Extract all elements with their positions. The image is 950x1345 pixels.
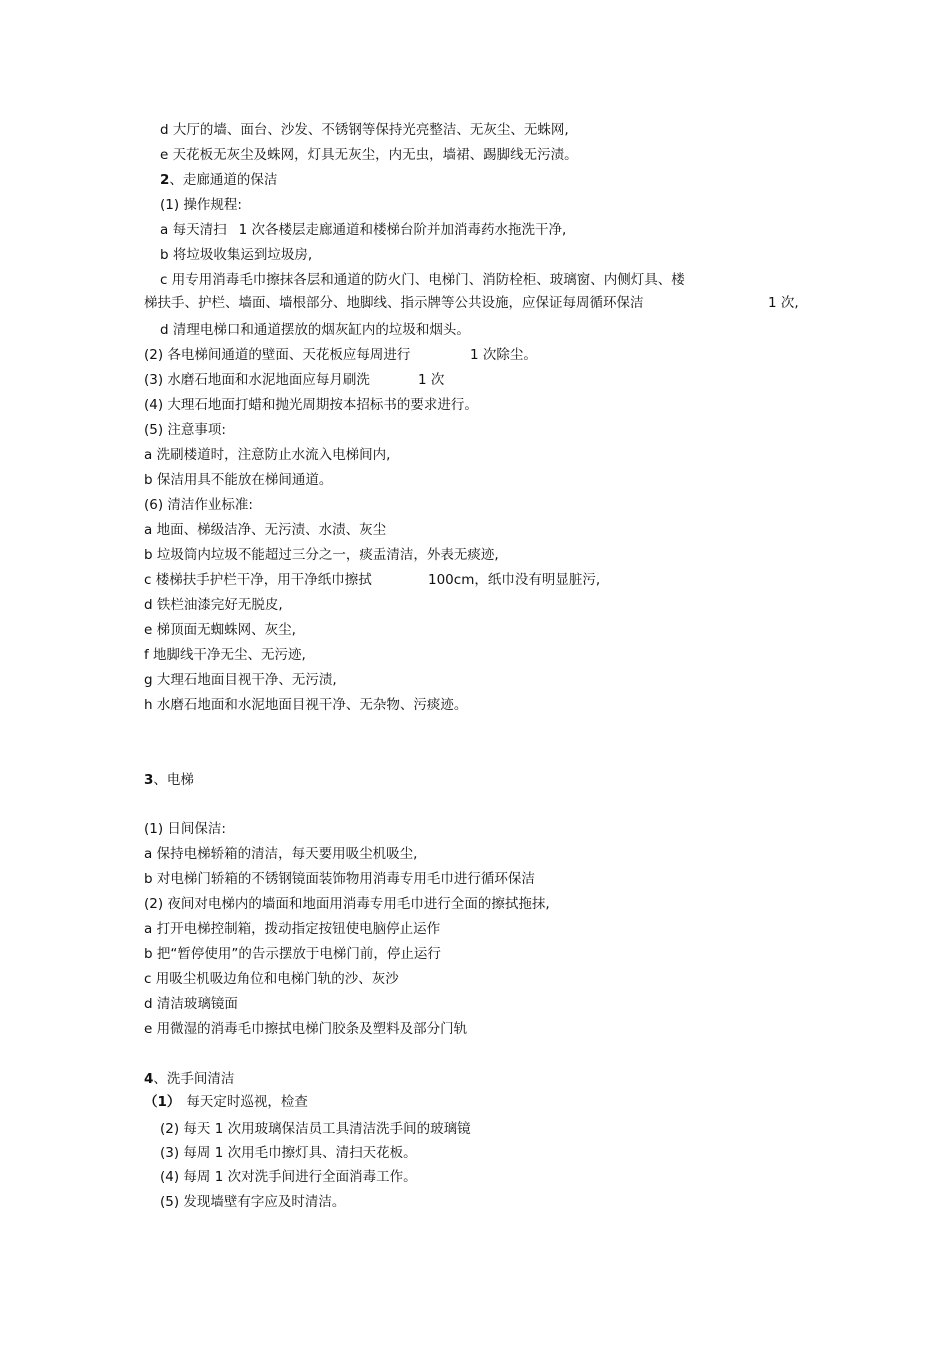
line-text: c 楼梯扶手护栏干净，用干净纸巾擦拭	[144, 572, 372, 588]
text-line	[144, 371, 370, 389]
section-title: 、走廊通道的保洁	[169, 172, 278, 188]
line-text: b 对电梯门轿箱的不锈钢镜面装饰物用消毒专用毛巾进行循环保洁	[144, 871, 535, 887]
text-line	[144, 945, 441, 963]
text-line	[144, 920, 440, 938]
line-text: (2) 每天 1 次用玻璃保洁员工具清洁洗手间的玻璃镜	[160, 1121, 471, 1137]
text-line	[160, 271, 685, 289]
text-line	[418, 371, 444, 389]
line-text: d 铁栏油漆完好无脱皮,	[144, 597, 283, 613]
line-text: (3) 每周 1 次用毛巾擦灯具、清扫天花板。	[160, 1145, 417, 1161]
text-line	[144, 895, 550, 913]
line-text: e 梯顶面无蜘蛛网、灰尘,	[144, 622, 296, 638]
text-line	[144, 471, 332, 489]
text-line	[768, 294, 799, 312]
text-line	[160, 246, 312, 264]
text-line	[470, 346, 537, 364]
text-line	[144, 421, 226, 439]
item-number: （1）	[144, 1094, 181, 1110]
section-title: 、洗手间清洁	[153, 1071, 235, 1087]
line-text: (5) 发现墙壁有字应及时清洁。	[160, 1194, 346, 1210]
line-text: a 打开电梯控制箱，拨动指定按钮使电脑停止运作	[144, 921, 441, 937]
line-text: 1 次	[418, 372, 445, 388]
text-line	[160, 321, 470, 339]
line-text: 1 次,	[768, 295, 799, 311]
text-line	[144, 1093, 308, 1111]
text-line	[144, 496, 253, 514]
text-line	[144, 521, 386, 539]
line-text: b 把“暂停使用”的告示摆放于电梯门前，停止运行	[144, 946, 441, 962]
text-line	[160, 1144, 417, 1162]
section-number: 2	[160, 172, 170, 188]
text-line	[144, 870, 535, 888]
section-heading	[144, 771, 194, 789]
section-heading	[160, 171, 277, 189]
line-text: (2) 夜间对电梯内的墙面和地面用消毒专用毛巾进行全面的擦拭拖抹,	[144, 896, 550, 912]
line-text: (6) 清洁作业标准:	[144, 497, 253, 513]
text-line	[160, 121, 569, 139]
text-line	[144, 294, 644, 312]
text-line	[144, 970, 399, 988]
line-text: c 用专用消毒毛巾擦抹各层和通道的防火门、电梯门、消防栓柜、玻璃窗、内侧灯具、楼	[160, 272, 685, 288]
line-text: (3) 水磨石地面和水泥地面应每月刷洗	[144, 372, 370, 388]
section-title: 、电梯	[153, 772, 194, 788]
line-text: 1 次各楼层走廊通道和楼梯台阶并加消毒药水拖洗干净,	[238, 222, 567, 238]
line-text: b 将垃圾收集运到垃圾房,	[160, 247, 313, 263]
line-text: e 天花板无灰尘及蛛网，灯具无灰尘，内无虫，墙裙、踢脚线无污渍。	[160, 147, 578, 163]
text-line	[144, 995, 238, 1013]
line-text: (2) 各电梯间通道的壁面、天花板应每周进行	[144, 347, 411, 363]
line-text: b 垃圾筒内垃圾不能超过三分之一，痰盂清洁，外表无痰迹,	[144, 547, 499, 563]
line-text: (1) 操作规程:	[160, 197, 242, 213]
line-text: (1) 日间保洁:	[144, 821, 226, 837]
section-number: 4	[144, 1071, 154, 1087]
section-number: 3	[144, 772, 154, 788]
line-text: d 大厅的墙、面台、沙发、不锈钢等保持光亮整洁、无灰尘、无蛛网,	[160, 122, 569, 138]
text-line	[160, 1193, 345, 1211]
text-line	[144, 396, 478, 414]
section-heading	[144, 1070, 234, 1088]
line-text: 1 次除尘。	[470, 347, 537, 363]
line-text: d 清洁玻璃镜面	[144, 996, 238, 1012]
line-text: c 用吸尘机吸边角位和电梯门轨的沙、灰沙	[144, 971, 399, 987]
line-text: d 清理电梯口和通道摆放的烟灰缸内的垃圾和烟头。	[160, 322, 470, 338]
text-line	[160, 1168, 417, 1186]
line-text: (4) 每周 1 次对洗手间进行全面消毒工作。	[160, 1169, 417, 1185]
text-line	[160, 196, 242, 214]
text-line	[144, 446, 390, 464]
text-line	[144, 346, 410, 364]
text-line	[144, 596, 283, 614]
line-text: a 保持电梯轿箱的清洁，每天要用吸尘机吸尘,	[144, 846, 418, 862]
text-line	[144, 546, 499, 564]
line-text: 梯扶手、护栏、墙面、墙根部分、地脚线、指示牌等公共设施，应保证每周循环保洁	[144, 295, 644, 311]
text-line	[144, 696, 467, 714]
line-text: g 大理石地面目视干净、无污渍,	[144, 672, 337, 688]
line-text: a 每天清扫	[160, 222, 227, 238]
text-line	[428, 571, 600, 589]
text-line	[144, 1020, 467, 1038]
line-text: e 用微湿的消毒毛巾擦拭电梯门胶条及塑料及部分门轨	[144, 1021, 468, 1037]
text-line	[144, 621, 296, 639]
text-line	[160, 146, 578, 164]
text-line	[144, 571, 372, 589]
line-text: a 洗刷楼道时，注意防止水流入电梯间内,	[144, 447, 391, 463]
text-line	[160, 221, 566, 239]
line-text: (5) 注意事项:	[144, 422, 226, 438]
line-text: f 地脚线干净无尘、无污迹,	[144, 647, 306, 663]
text-line	[144, 820, 226, 838]
line-text: b 保洁用具不能放在梯间通道。	[144, 472, 333, 488]
line-text: 每天定时巡视，检查	[186, 1094, 308, 1110]
text-line	[144, 646, 306, 664]
line-text: h 水磨石地面和水泥地面目视干净、无杂物、污痰迹。	[144, 697, 468, 713]
line-text: 100cm，纸巾没有明显脏污,	[428, 572, 601, 588]
line-text: a 地面、梯级洁净、无污渍、水渍、灰尘	[144, 522, 387, 538]
text-line	[144, 845, 417, 863]
text-line	[160, 1120, 471, 1138]
line-text: (4) 大理石地面打蜡和抛光周期按本招标书的要求进行。	[144, 397, 478, 413]
text-line	[144, 671, 337, 689]
